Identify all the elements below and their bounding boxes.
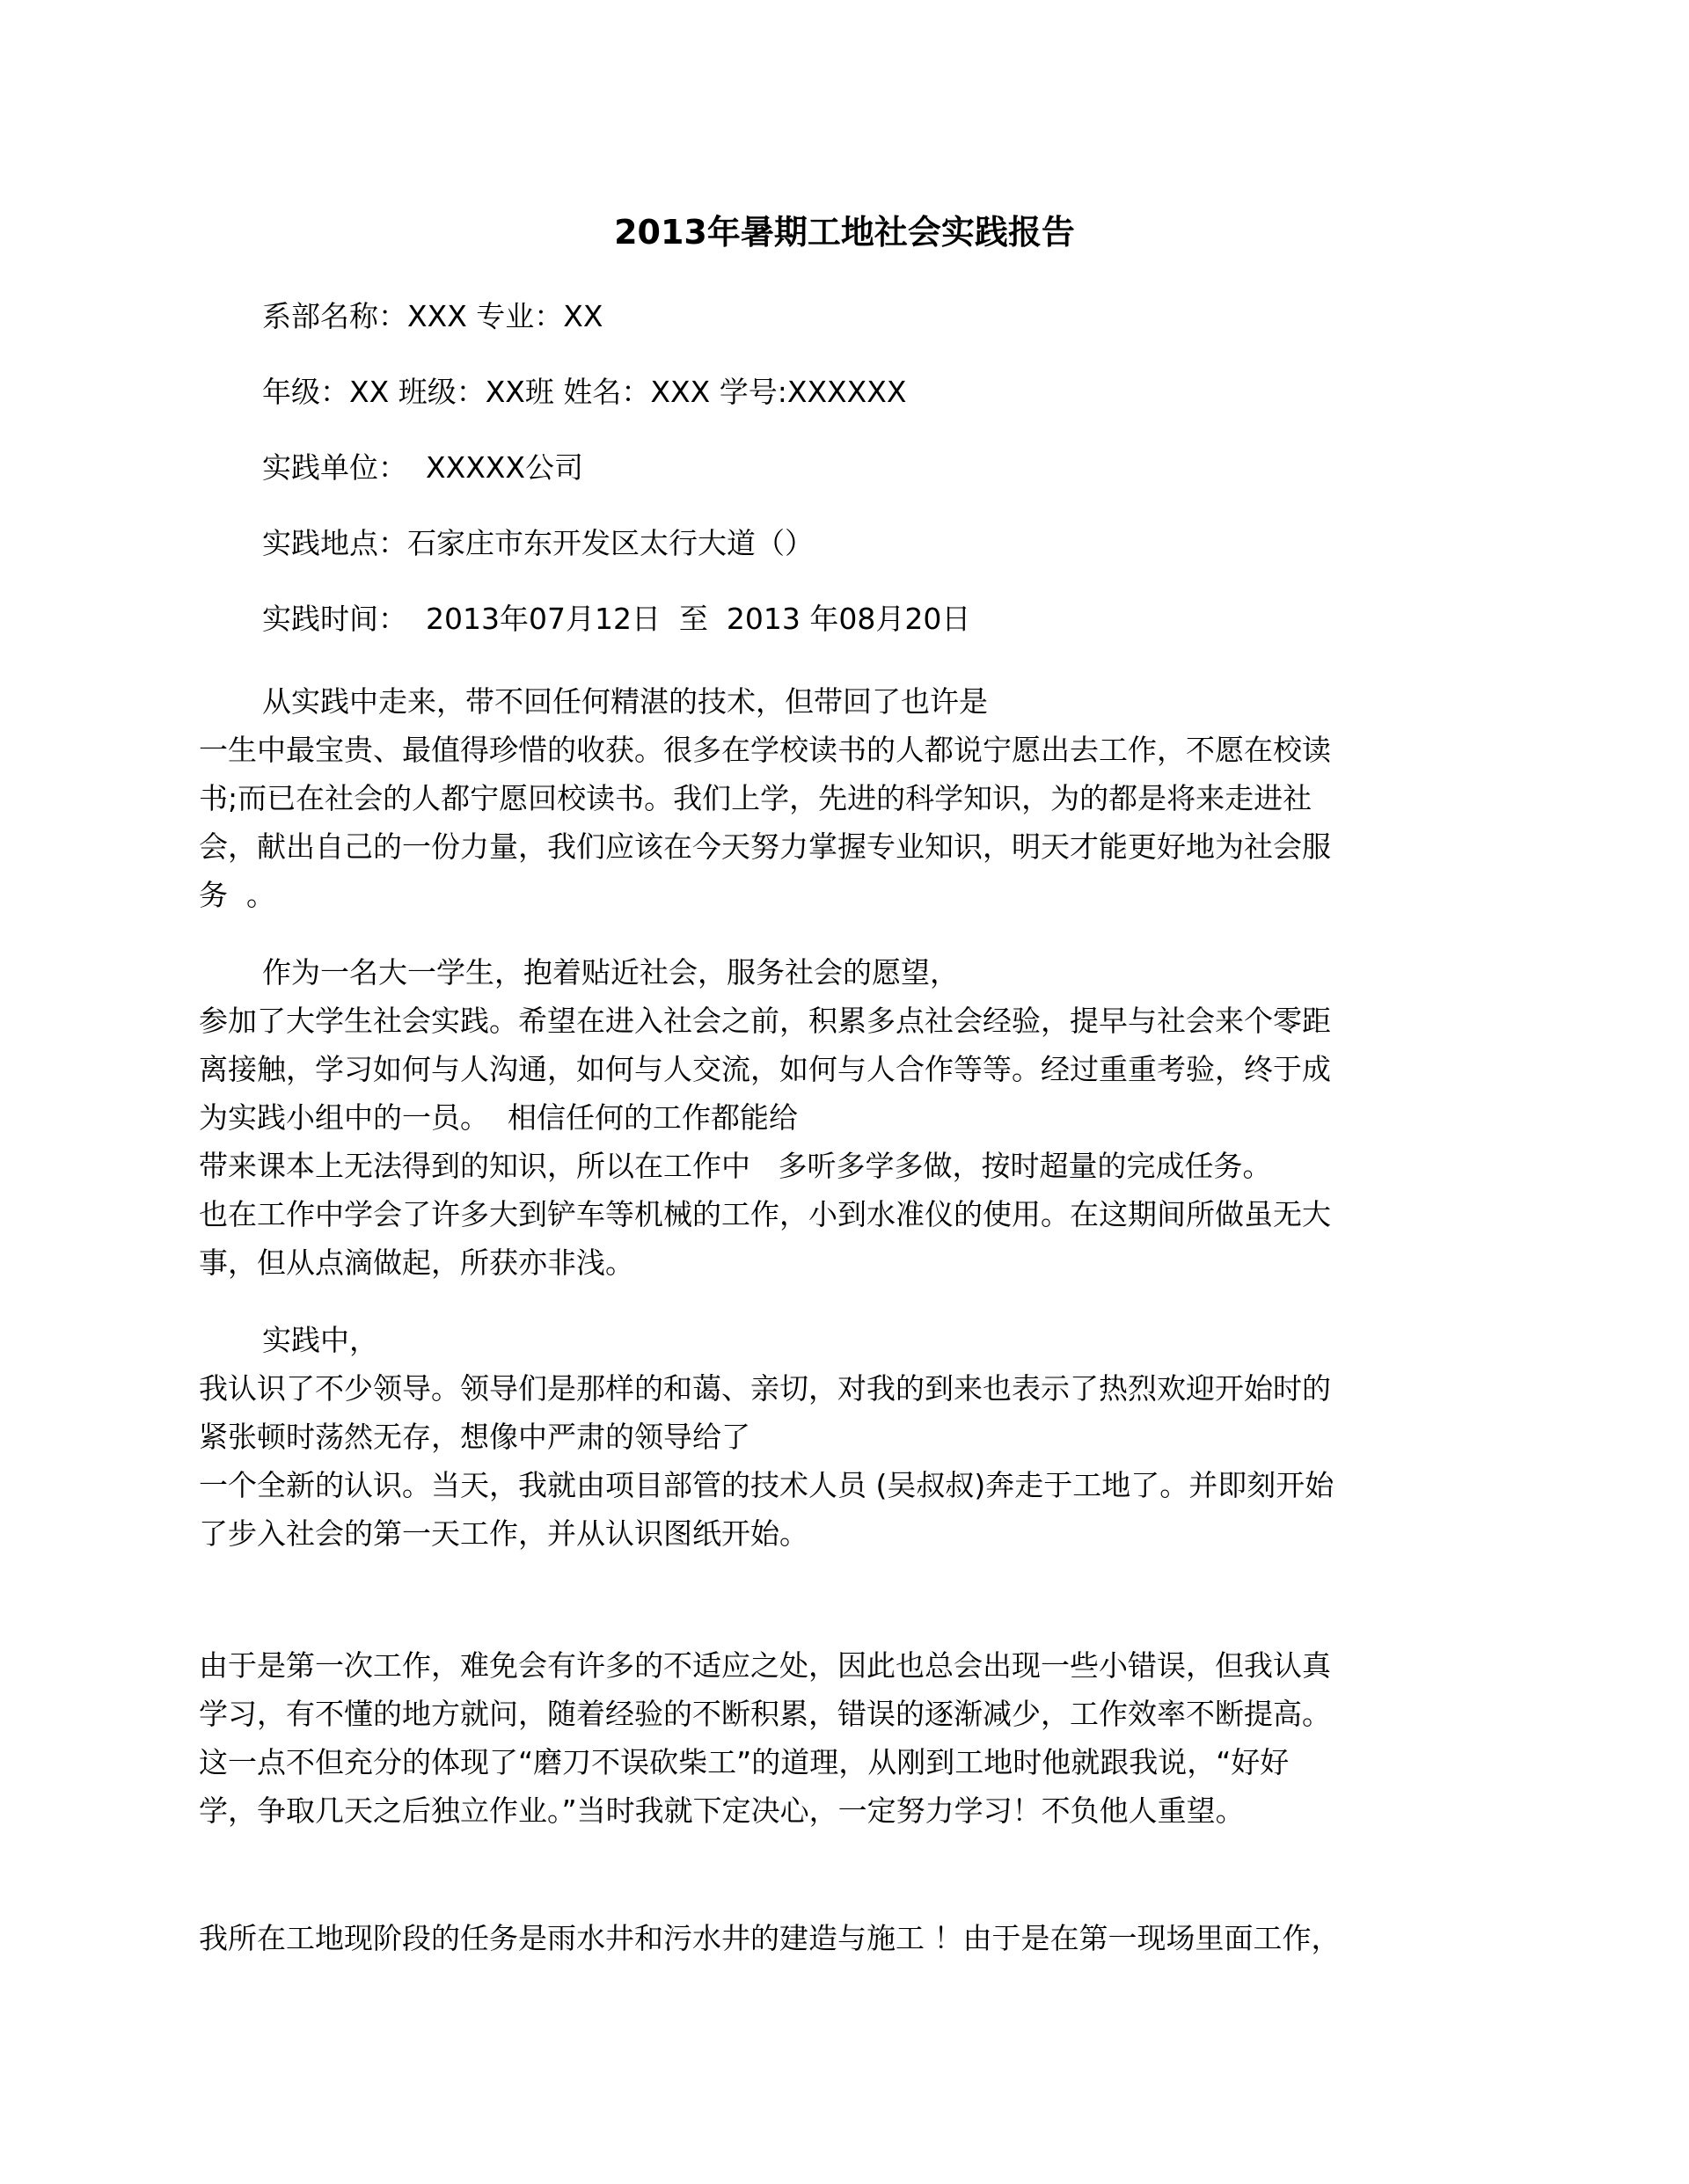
paragraph-line: 一生中最宝贵、最值得珍惜的收获。很多在学校读书的人都说宁愿出去工作，不愿在校读 xyxy=(199,733,1331,767)
paragraph-line: 学，争取几天之后独立作业。”当时我就下定决心，一定努力学习！不负他人重望。 xyxy=(199,1793,1245,1828)
paragraph-3 xyxy=(199,1316,1492,1558)
paragraph-line: 事，但从点滴做起，所获亦非浅。 xyxy=(199,1245,634,1280)
paragraph-line: 离接触，学习如何与人沟通，如何与人交流，如何与人合作等等。经过重重考验，终于成 xyxy=(199,1052,1331,1086)
paragraph-line: 为实践小组中的一员。 相信任何的工作都能给 xyxy=(199,1100,798,1135)
paragraph-line: 也在工作中学会了许多大到铲车等机械的工作，小到水准仪的使用。在这期间所做虽无大 xyxy=(199,1197,1331,1231)
paragraph-line: 我所在工地现阶段的任务是雨水井和污水井的建造与施工 ！由于是在第一现场里面工作， xyxy=(199,1921,1341,1955)
paragraph-line: 从实践中走来，带不回任何精湛的技术，但带回了也许是 xyxy=(262,684,988,719)
info-practice-unit: 实践单位： XXXXX公司 xyxy=(262,450,584,485)
paragraph-line: 紧张顿时荡然无存，想像中严肃的领导给了 xyxy=(199,1420,750,1454)
paragraph-line: 这一点不但充分的体现了“磨刀不误砍柴工”的道理，从刚到工地时他就跟我说，“好好 xyxy=(199,1745,1290,1779)
document-title: 2013年暑期工地社会实践报告 xyxy=(614,213,1075,252)
paragraph-5 xyxy=(199,1914,1492,1962)
paragraph-line: 学习，有不懂的地方就问，随着经验的不断积累，错误的逐渐减少，工作效率不断提高。 xyxy=(199,1697,1331,1731)
info-department-major: 系部名称：XXX 专业：XX xyxy=(262,299,603,333)
paragraph-line: 务 。 xyxy=(199,878,275,912)
paragraph-line: 书;而已在社会的人都宁愿回校读书。我们上学，先进的科学知识，为的都是将来走进社 xyxy=(199,781,1312,815)
paragraph-line: 作为一名大一学生，抱着贴近社会，服务社会的愿望， xyxy=(262,955,959,990)
paragraph-line: 我认识了不少领导。领导们是那样的和蔼、亲切，对我的到来也表示了热烈欢迎开始时的 xyxy=(199,1371,1331,1406)
paragraph-4 xyxy=(199,1641,1492,1835)
paragraph-line: 会，献出自己的一份力量，我们应该在今天努力掌握专业知识，明天才能更好地为社会服 xyxy=(199,829,1331,864)
paragraph-1 xyxy=(199,677,1492,919)
paragraph-line: 参加了大学生社会实践。希望在进入社会之前，积累多点社会经验，提早与社会来个零距 xyxy=(199,1004,1331,1038)
paragraph-line: 由于是第一次工作，难免会有许多的不适应之处，因此也总会出现一些小错误，但我认真 xyxy=(199,1648,1331,1683)
info-practice-location: 实践地点：石家庄市东开发区太行大道（） xyxy=(262,526,814,560)
paragraph-line: 了步入社会的第一天工作，并从认识图纸开始。 xyxy=(199,1516,808,1551)
info-practice-time: 实践时间： 2013年07月12日 至 2013 年08月20日 xyxy=(262,602,971,636)
info-grade-class-name-id: 年级：XX 班级：XX班 姓名：XXX 学号:XXXXXX xyxy=(262,375,907,409)
paragraph-2 xyxy=(199,948,1492,1287)
paragraph-line: 一个全新的认识。当天，我就由项目部管的技术人员 (吴叔叔)奔走于工地了。并即刻开始 xyxy=(199,1468,1334,1502)
paragraph-line: 实践中， xyxy=(262,1323,378,1357)
paragraph-line: 带来课本上无法得到的知识，所以在工作中 多听多学多做，按时超量的完成任务。 xyxy=(199,1149,1272,1183)
